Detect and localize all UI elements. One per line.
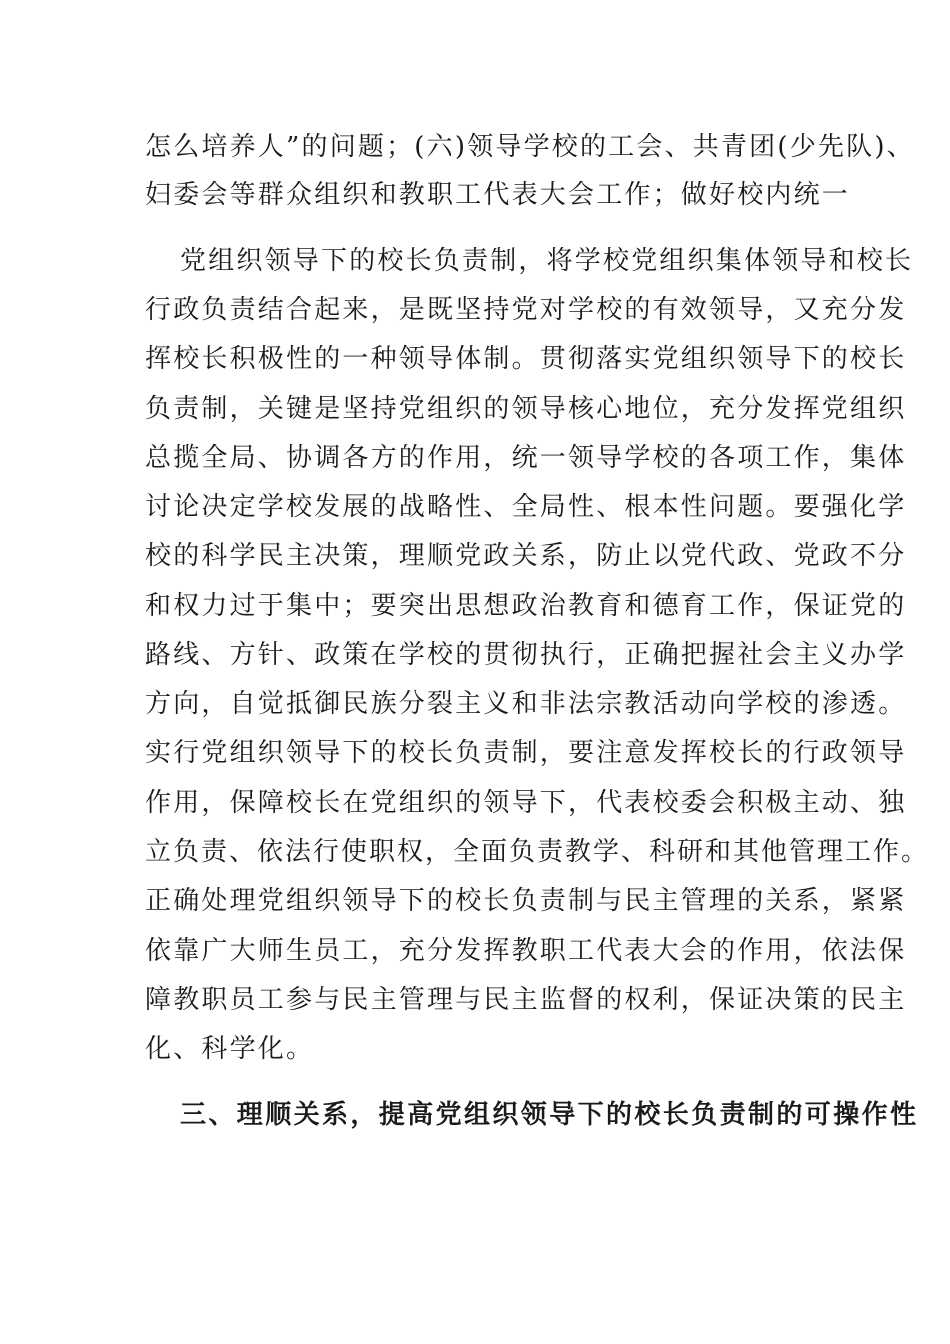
text-line: 实行党组织领导下的校长负责制，要注意发挥校长的行政领导	[145, 738, 907, 768]
text-line: 负责制，关键是坚持党组织的领导核心地位，充分发挥党组织	[145, 394, 907, 424]
section-heading: 三、理顺关系，提高党组织领导下的校长负责制的可操作性	[180, 1100, 919, 1130]
text-line: 化、科学化。	[145, 1034, 315, 1064]
text-line: 依靠广大师生员工，充分发挥教职工代表大会的作用，依法保	[145, 936, 907, 966]
text-line: 妇委会等群众组织和教职工代表大会工作；做好校内统一	[145, 180, 851, 210]
text-line: 校的科学民主决策，理顺党政关系，防止以党代政、党政不分	[145, 541, 907, 571]
text-line: 正确处理党组织领导下的校长负责制与民主管理的关系，紧紧	[145, 886, 907, 916]
text-line: 行政负责结合起来，是既坚持党对学校的有效领导，又充分发	[145, 295, 907, 325]
text-line: 讨论决定学校发展的战略性、全局性、根本性问题。要强化学	[145, 492, 907, 522]
text-line: 总揽全局、协调各方的作用，统一领导学校的各项工作，集体	[145, 443, 907, 473]
paragraph-first-line: 党组织领导下的校长负责制，将学校党组织集体领导和校长	[180, 246, 914, 276]
text-line: 作用，保障校长在党组织的领导下，代表校委会积极主动、独	[145, 788, 907, 818]
text-line: 挥校长积极性的一种领导体制。贯彻落实党组织领导下的校长	[145, 344, 907, 374]
text-line: 立负责、依法行使职权，全面负责教学、科研和其他管理工作。	[145, 837, 930, 867]
text-line: 怎么培养人”的问题；(六)领导学校的工会、共青团(少先队)、	[145, 132, 915, 162]
text-line: 障教职员工参与民主管理与民主监督的权利，保证决策的民主	[145, 985, 907, 1015]
text-line: 路线、方针、政策在学校的贯彻执行，正确把握社会主义办学	[145, 640, 907, 670]
text-line: 方向，自觉抵御民族分裂主义和非法宗教活动向学校的渗透。	[145, 689, 907, 719]
text-line: 和权力过于集中；要突出思想政治教育和德育工作，保证党的	[145, 591, 907, 621]
